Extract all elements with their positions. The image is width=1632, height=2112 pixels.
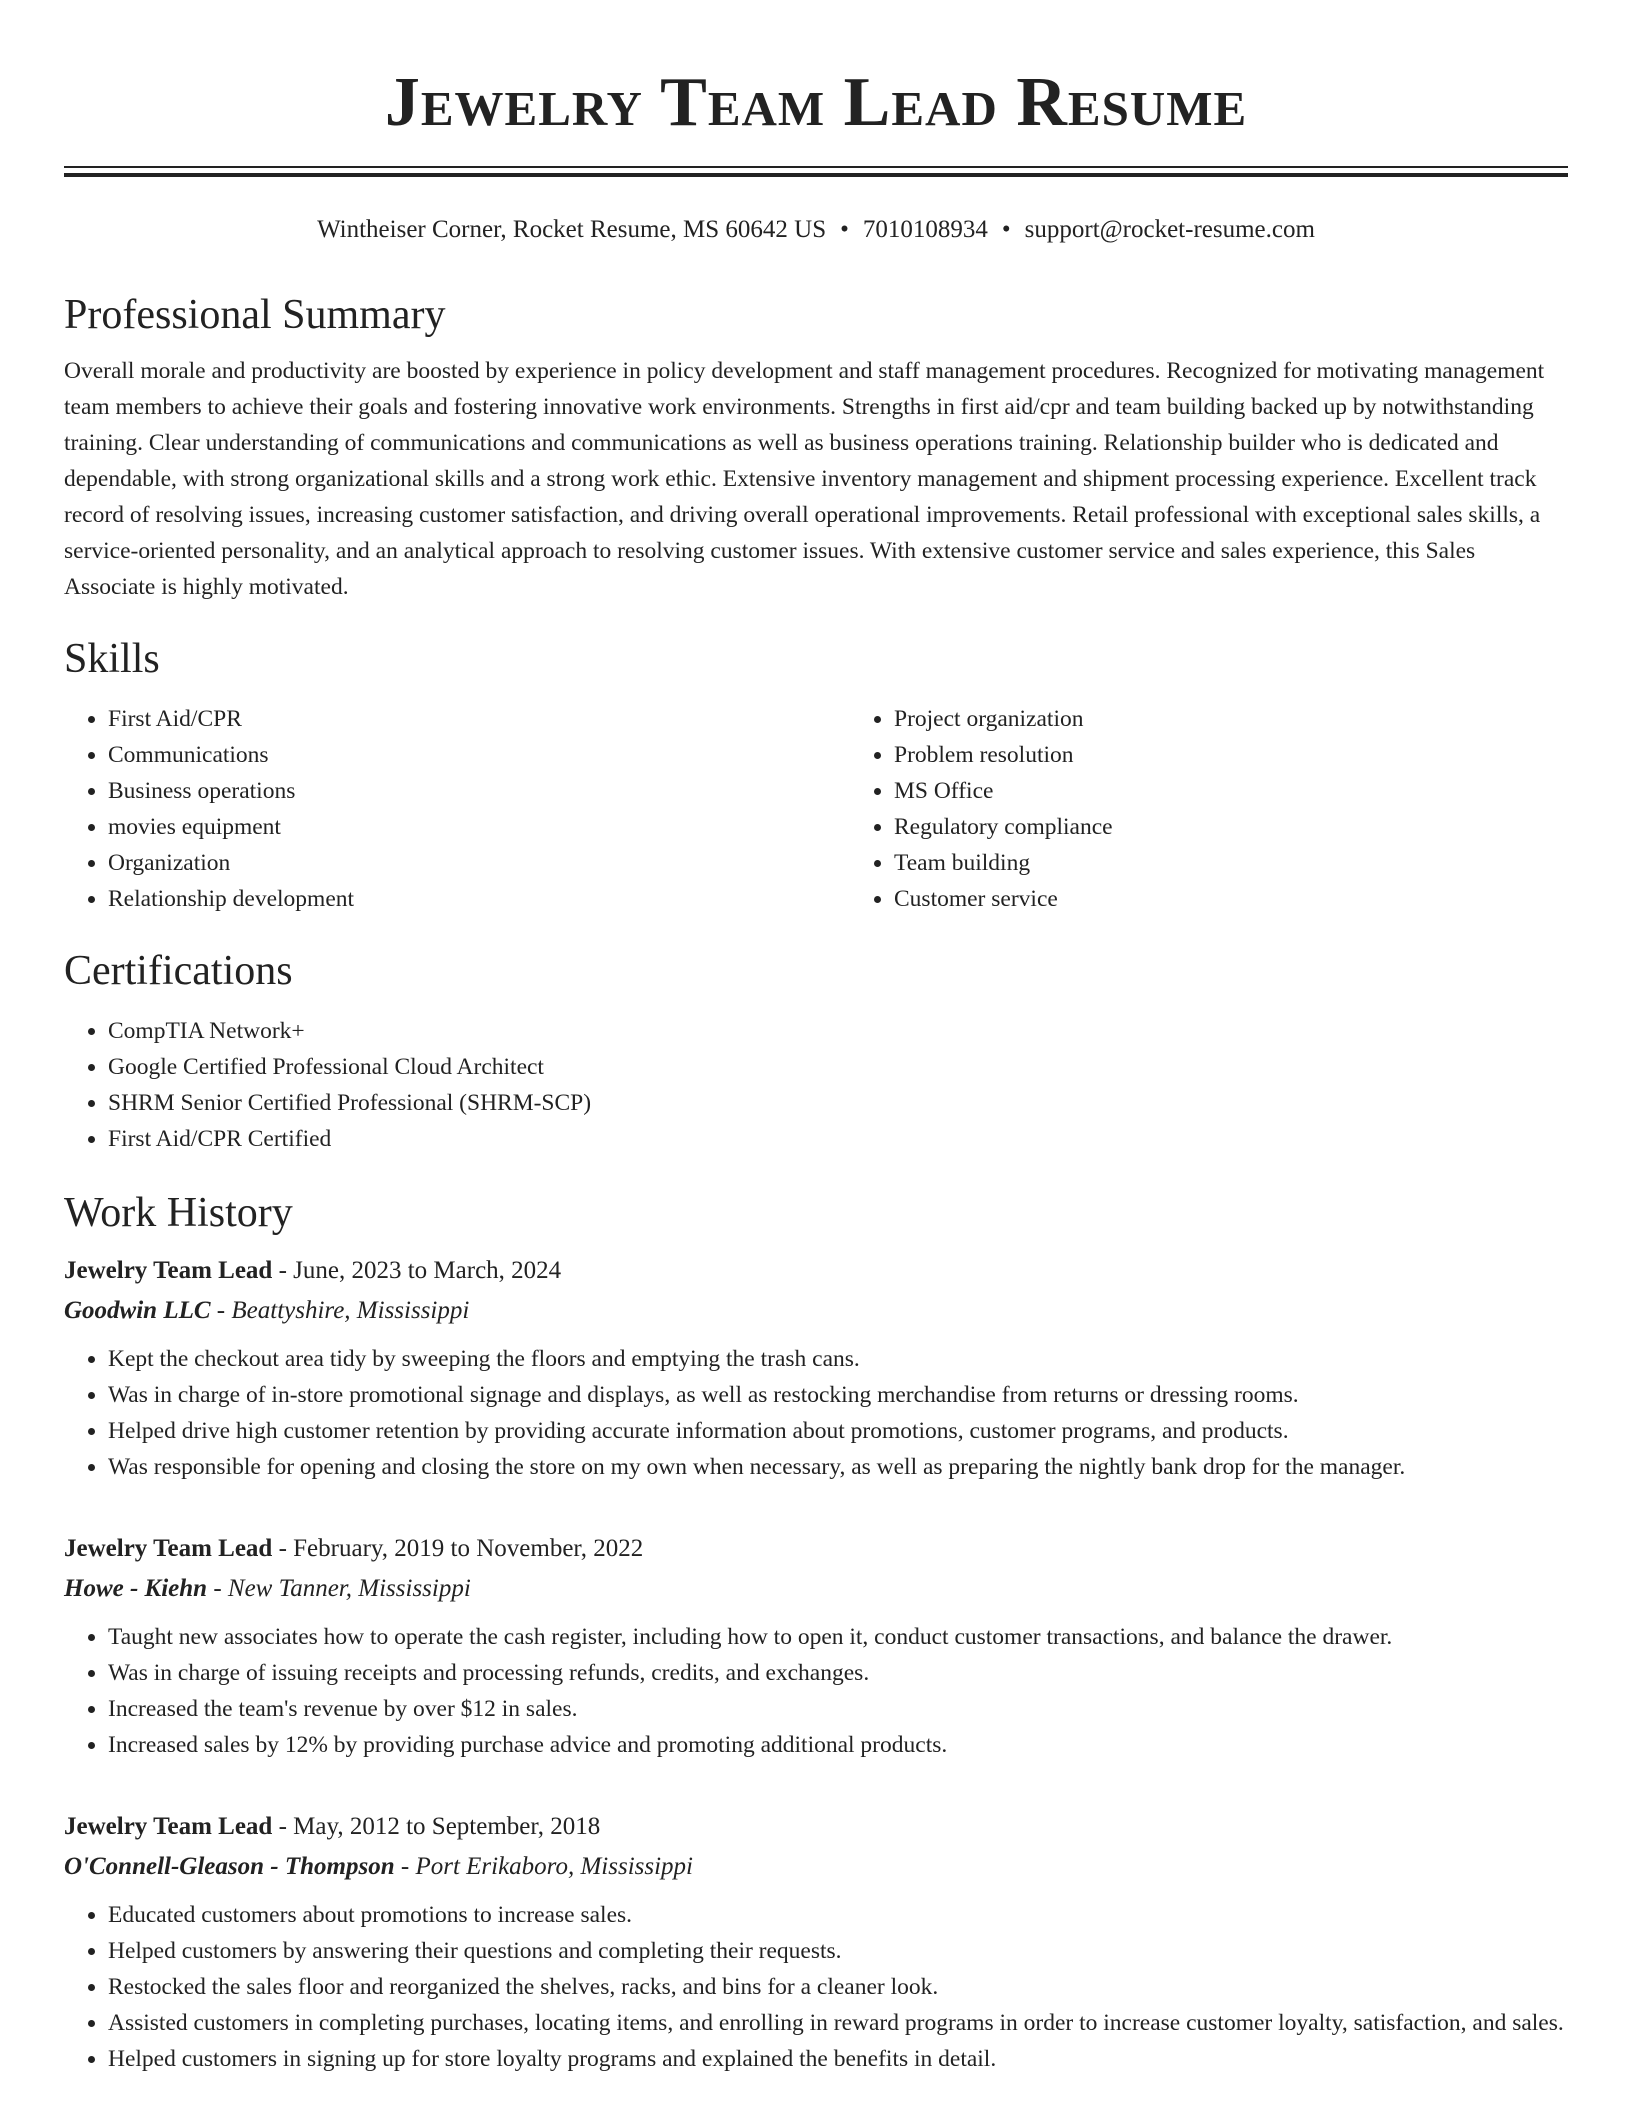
- skill-item: • Communications: [108, 737, 850, 773]
- job-location: Port Erikaboro, Mississippi: [415, 1853, 694, 1880]
- job-entry: [64, 1807, 1568, 2077]
- job-duty: • Was in charge of issuing receipts and processing refunds, credits, and exchanges.: [108, 1655, 1568, 1691]
- job-company-line: [64, 1847, 1568, 1887]
- certifications-list: [64, 1013, 1568, 1157]
- summary-heading: Professional Summary: [64, 292, 446, 338]
- contact-info: [64, 213, 1568, 247]
- certification-item: • First Aid/CPR Certified: [108, 1121, 1568, 1157]
- job-duty: • Helped customers by answering their questions and completing their requests.: [108, 1933, 1568, 1969]
- job-dash: -: [272, 1257, 294, 1284]
- job-entry: [64, 1529, 1568, 1763]
- certification-item: • SHRM Senior Certified Professional (SHRM-SCP): [108, 1085, 1568, 1121]
- job-duty: • Kept the checkout area tidy by sweeping the floors and emptying the trash cans.: [108, 1341, 1568, 1377]
- job-role: Jewelry Team Lead: [64, 1257, 273, 1284]
- skills-column-left: [64, 701, 850, 917]
- job-dash: -: [210, 1297, 232, 1324]
- contact-phone: 7010108934: [862, 216, 988, 243]
- skills-list: [64, 701, 1568, 917]
- job-dates: May, 2012 to September, 2018: [293, 1813, 601, 1840]
- skill-item: • movies equipment: [108, 809, 850, 845]
- job-duty: • Helped customers in signing up for store loyalty programs and explained the benefits in detail.: [108, 2041, 1568, 2077]
- summary-text: Overall morale and productivity are boosted by experience in policy development and staff management procedures. Recognized for motivating management team members to achieve their goals and fostering innovative work environments. Strengths in first aid/cpr and team building backed up by notwithstanding training. Clear understanding of communications and communications as well as business operations training. Relationship builder who is dedicated and dependable, with strong organizational skills and a strong work ethic. Extensive inventory management and shipment processing experience. Excellent track record of resolving issues, increasing customer satisfaction, and driving overall operational improvements. Retail professional with exceptional sales skills, a service-oriented personality, and an analytical approach to resolving customer issues. With extensive customer service and sales experience, this Sales Associate is highly motivated.: [64, 358, 1545, 600]
- job-dates: June, 2023 to March, 2024: [293, 1257, 562, 1284]
- work-history-heading: Work History: [64, 1190, 293, 1236]
- job-dash: -: [272, 1535, 294, 1562]
- job-company-line: [64, 1291, 1568, 1331]
- resume-title: Jewelry Team Lead Resume: [384, 64, 1248, 141]
- job-dash: -: [272, 1813, 294, 1840]
- job-duty: • Increased sales by 12% by providing purchase advice and promoting additional products.: [108, 1727, 1568, 1763]
- skill-item: • Relationship development: [108, 881, 850, 917]
- job-duties: [64, 1341, 1568, 1485]
- job-duty: • Helped drive high customer retention by providing accurate information about promotions, customer programs, and products.: [108, 1413, 1568, 1449]
- job-duty: • Taught new associates how to operate the cash register, including how to open it, conduct customer transactions, and balance the drawer.: [108, 1619, 1568, 1655]
- job-entry: [64, 1251, 1568, 1485]
- job-company: Goodwin LLC: [64, 1297, 211, 1324]
- job-location: Beattyshire, Mississippi: [231, 1297, 470, 1324]
- job-company: Howe - Kiehn: [64, 1575, 208, 1602]
- skill-item: • Project organization: [894, 701, 1632, 737]
- contact-email: support@rocket-resume.com: [1024, 216, 1315, 243]
- certification-item: • CompTIA Network+: [108, 1013, 1568, 1049]
- job-duty: • Assisted customers in completing purchases, locating items, and enrolling in reward programs in order to increase customer loyalty, satisfaction, and sales.: [108, 2005, 1568, 2041]
- job-dash: -: [207, 1575, 228, 1602]
- contact-address: Wintheiser Corner, Rocket Resume, MS 60642 US: [317, 216, 827, 243]
- job-title-line: [64, 1529, 1568, 1569]
- job-duty: • Was responsible for opening and closing the store on my own when necessary, as well as preparing the nightly bank drop for the manager.: [108, 1449, 1568, 1485]
- job-role: Jewelry Team Lead: [64, 1813, 273, 1840]
- certification-item: • Google Certified Professional Cloud Architect: [108, 1049, 1568, 1085]
- skill-item: • Organization: [108, 845, 850, 881]
- skill-item: • First Aid/CPR: [108, 701, 850, 737]
- job-dash: -: [394, 1853, 416, 1880]
- skill-item: • Customer service: [894, 881, 1632, 917]
- job-title-line: [64, 1251, 1568, 1291]
- job-duty: • Was in charge of in-store promotional signage and displays, as well as restocking merchandise from returns or dressing rooms.: [108, 1377, 1568, 1413]
- skill-item: • Business operations: [108, 773, 850, 809]
- job-title-line: [64, 1807, 1568, 1847]
- job-duties: [64, 1619, 1568, 1763]
- job-duty: • Educated customers about promotions to increase sales.: [108, 1897, 1568, 1933]
- skill-item: • Regulatory compliance: [894, 809, 1632, 845]
- job-duty: • Increased the team's revenue by over $12 in sales.: [108, 1691, 1568, 1727]
- job-company: O'Connell-Gleason - Thompson: [64, 1853, 395, 1880]
- job-role: Jewelry Team Lead: [64, 1535, 273, 1562]
- job-duties: [64, 1897, 1568, 2077]
- skill-item: • Team building: [894, 845, 1632, 881]
- job-location: New Tanner, Mississippi: [227, 1575, 471, 1602]
- skill-item: • Problem resolution: [894, 737, 1632, 773]
- skills-heading: Skills: [64, 636, 160, 682]
- job-duty: • Restocked the sales floor and reorganized the shelves, racks, and bins for a cleaner look.: [108, 1969, 1568, 2005]
- job-company-line: [64, 1569, 1568, 1609]
- contact-separator: •: [840, 216, 849, 243]
- contact-separator: •: [1001, 216, 1011, 243]
- title-divider: [64, 166, 1568, 177]
- skill-item: • MS Office: [894, 773, 1632, 809]
- certifications-heading: Certifications: [64, 948, 293, 994]
- job-dates: February, 2019 to November, 2022: [293, 1535, 644, 1562]
- skills-column-right: [850, 701, 1632, 917]
